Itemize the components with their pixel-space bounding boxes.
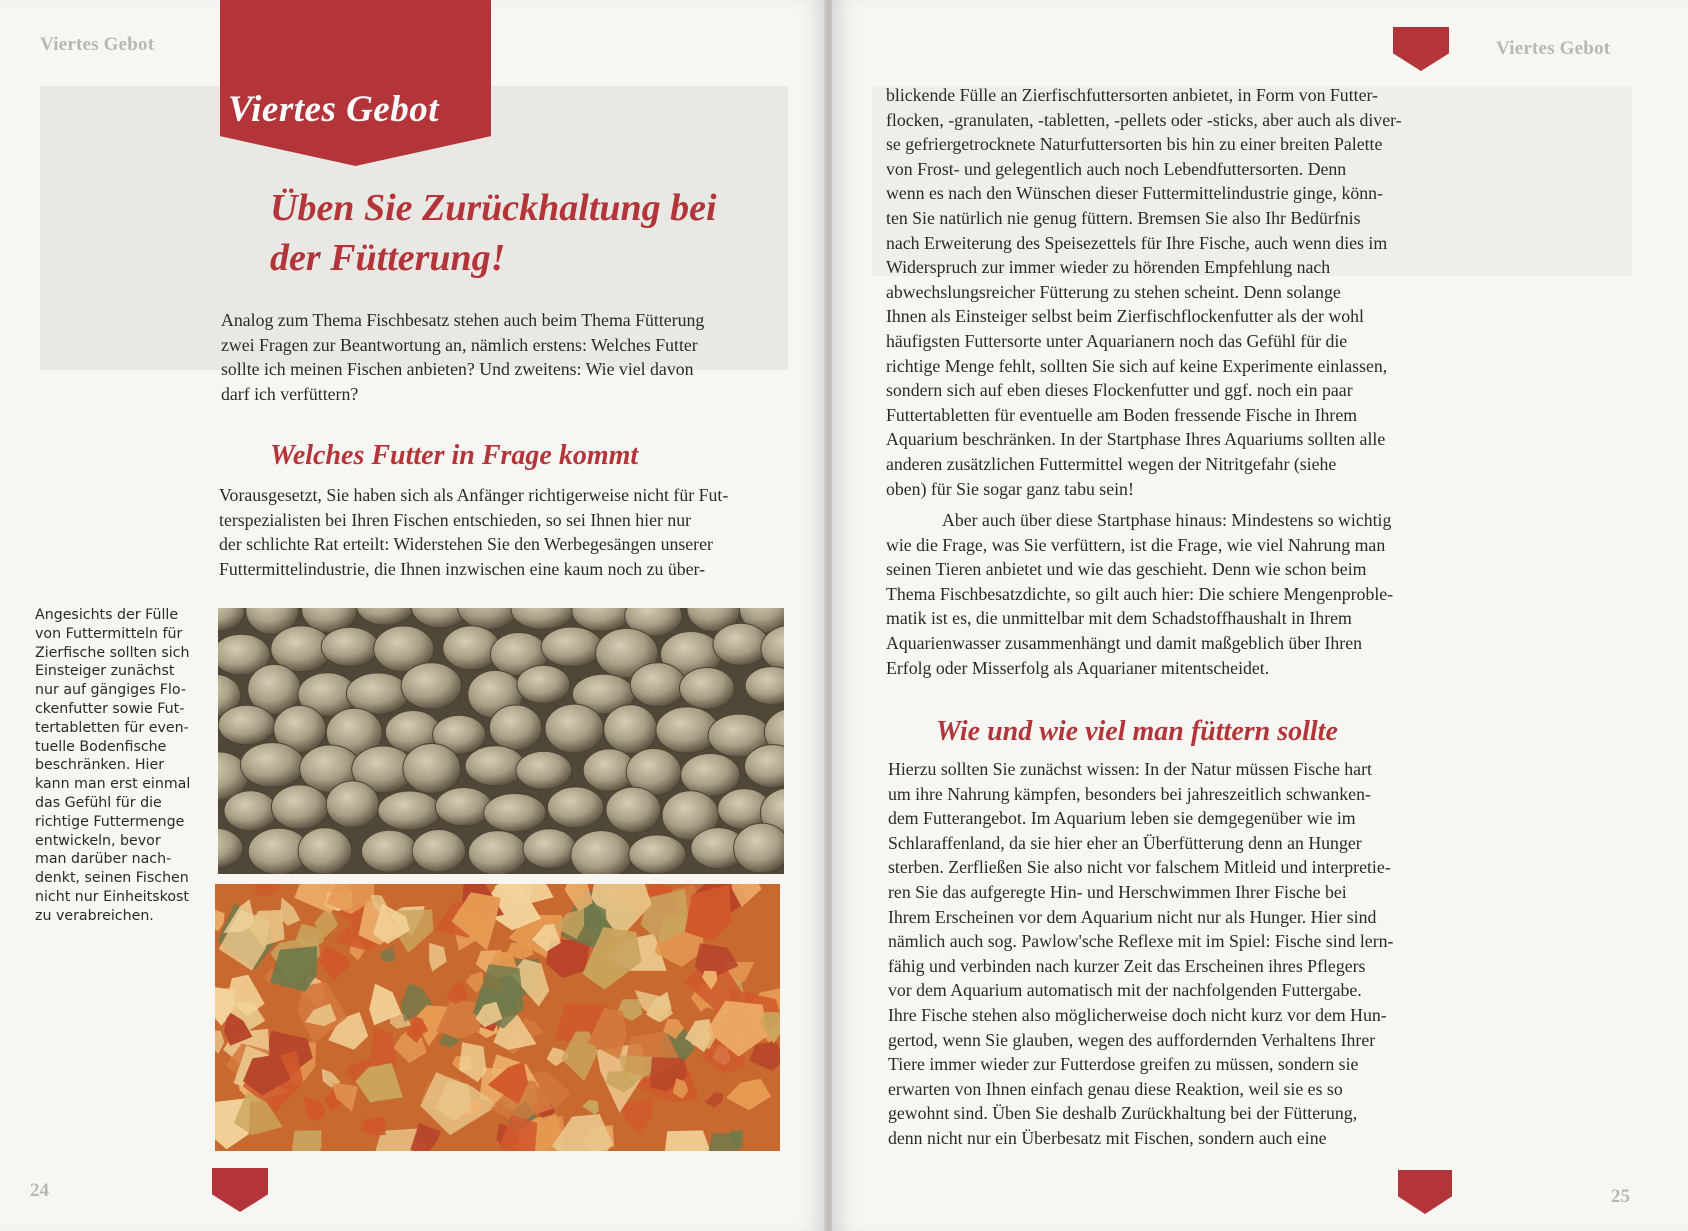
caption-line: Zierfische sollten sich — [35, 644, 190, 661]
food-tablet-shape — [403, 744, 461, 794]
text-line: vor dem Aquarium automatisch mit der nachfolgenden Futtergabe. — [888, 980, 1362, 1001]
text-line: sterben. Zerfließen Sie also nicht vor falschem Mitleid und interpretie- — [888, 857, 1391, 878]
headline-line-1: Üben Sie Zurückhaltung bei — [270, 187, 717, 229]
food-tablet-shape — [680, 668, 735, 710]
text-line: von Frost- und gelegentlich auch noch Lebendfuttersorten. Denn — [886, 158, 1347, 179]
intro-paragraph — [221, 308, 786, 406]
text-line: Ihrem Erscheinen vor dem Aquarium nicht nur als Hunger. Hier sind — [888, 906, 1377, 927]
text-line: zwei Fragen zur Beantwortung an, nämlich erstens: Welches Futter — [221, 334, 698, 355]
food-tablet-shape — [630, 663, 685, 707]
food-tablet-shape — [681, 754, 740, 797]
headline-line-2: der Fütterung! — [270, 237, 506, 279]
text-line: wenn es nach den Wünschen dieser Futtermittelindustrie ginge, könn- — [886, 183, 1383, 204]
caption-line: von Futtermitteln für — [35, 625, 183, 642]
food-tablet-shape — [713, 623, 769, 665]
right-page-number: 25 — [1611, 1186, 1630, 1207]
text-line: anderen zusätzlichen Futtermittel wegen der Nitritgefahr (siehe — [886, 453, 1337, 474]
text-line: blickende Fülle an Zierfischfuttersorten anbietet, in Form von Futter- — [886, 85, 1378, 105]
food-tablet-shape — [298, 828, 352, 874]
text-line: darf ich verfüttern? — [221, 383, 359, 404]
caption-line: Einsteiger zunächst — [35, 663, 175, 680]
food-tablet-shape — [218, 705, 275, 744]
food-tablet-shape — [545, 704, 603, 753]
right-running-head: Viertes Gebot — [1496, 38, 1611, 59]
food-tablet-shape — [604, 705, 657, 754]
text-line: Hierzu sollten Sie zunächst wissen: In der Natur müssen Fische hart — [888, 759, 1372, 779]
food-tablet-shape — [240, 743, 304, 788]
text-line: der schlichte Rat erteilt: Widerstehen Sie den Werbegesängen unserer — [219, 534, 713, 555]
food-tablet-shape — [734, 823, 784, 873]
caption-line: beschränken. Hier — [35, 757, 165, 774]
caption-line: nicht nur Einheitskost — [35, 888, 189, 905]
text-line: Tiere immer wieder zur Futterdose greifen zu müssen, sondern sie — [888, 1054, 1359, 1075]
text-line: richtige Menge fehlt, sollten Sie sich auf keine Experimente einlassen, — [886, 355, 1388, 376]
food-tablet-shape — [326, 781, 379, 828]
body-paragraph-left — [219, 483, 787, 581]
body-paragraph-right-1 — [886, 83, 1451, 501]
text-line: sollte ich meinen Fischen anbieten? Und zweitens: Wie viel davon — [221, 359, 694, 380]
text-line: häufigsten Futtersorte unter Aquarianern noch das Gefühl für die — [886, 330, 1348, 351]
text-line: denn nicht nur ein Überbesatz mit Fischen, sondern auch eine — [888, 1127, 1327, 1148]
food-tablet-shape — [271, 785, 328, 829]
text-line: Aber auch über diese Startphase hinaus: Mindestens so wichtig — [942, 510, 1392, 530]
text-line: Schlaraffenland, da sie hier eher an Überfütterung denn an Hunger — [888, 832, 1362, 853]
text-line: ten Sie natürlich nie genug füttern. Bremsen Sie also Ihr Bedürfnis — [886, 207, 1361, 228]
text-line: fähig und verbinden nach kurzer Zeit das Erscheinen ihres Pflegers — [888, 955, 1366, 976]
text-line: terspezialisten bei Ihren Fischen entschieden, so sei Ihnen hier nur — [219, 509, 692, 530]
flake-food-photo — [215, 884, 780, 1151]
food-tablet-shape — [378, 791, 441, 830]
section-heading-futter: Welches Futter in Frage kommt — [270, 440, 639, 471]
food-tablet-shape — [523, 829, 576, 869]
text-line: nach Erweiterung des Speisezettels für Ihre Fische, auch wenn dies im — [886, 232, 1388, 253]
food-tablets-photo — [218, 608, 784, 874]
text-line: Erfolg oder Misserfolg als Aquarianer mitentscheidet. — [886, 657, 1270, 678]
text-line: oben) für Sie sogar ganz tabu sein! — [886, 478, 1134, 499]
caption-line: zu verabreichen. — [35, 907, 154, 924]
page-headline — [270, 183, 810, 283]
caption-line: Angesichts der Fülle — [35, 607, 179, 623]
text-line: matik ist es, die unmittelbar mit dem Schadstoffhaushalt in Ihrem — [886, 608, 1352, 629]
caption-line: kann man erst einmal — [35, 776, 191, 793]
food-tablet-shape — [571, 831, 632, 874]
caption-line: das Gefühl für die — [35, 794, 162, 811]
text-line: nämlich auch sog. Pawlow'sche Reflexe mit im Spiel: Fische sind lern- — [888, 931, 1394, 952]
caption-line: denkt, seinen Fischen — [35, 870, 189, 887]
text-line: erwarten von Ihnen einfach genau diese Reaktion, weil sie es so — [888, 1078, 1343, 1099]
caption-line: man darüber nach- — [35, 851, 172, 868]
food-tablet-shape — [224, 791, 277, 831]
food-tablet-shape — [435, 788, 492, 826]
caption-line: entwickeln, bevor — [35, 832, 161, 849]
caption-line: tertabletten für even- — [35, 719, 189, 736]
food-flake-shape — [292, 1130, 322, 1151]
food-tablet-shape — [606, 787, 661, 833]
text-line: abwechslungsreicher Fütterung zu stehen scheint. Denn solange — [886, 281, 1341, 302]
text-line: Aquarienwasser zusammenhängt und damit maßgeblich über Ihren — [886, 632, 1362, 653]
food-flake-shape — [708, 1133, 744, 1151]
food-tablet-shape — [412, 830, 465, 873]
left-page-number: 24 — [30, 1180, 49, 1201]
food-tablet-shape — [489, 705, 541, 750]
text-line: se gefriergetrocknete Naturfuttersorten bis hin zu einer breiten Palette — [886, 134, 1383, 155]
text-line: gewohnt sind. Üben Sie deshalb Zurückhaltung bei der Fütterung, — [888, 1103, 1358, 1124]
text-line: Ihre Fische stehen also möglicherweise doch nicht kurz vor dem Hun- — [888, 1004, 1387, 1025]
text-line: sondern sich auf eben dieses Flockenfutter und ggf. noch ein paar — [886, 380, 1353, 401]
food-tablet-shape — [321, 627, 378, 666]
text-line: Ihnen als Einsteiger selbst beim Zierfischflockenfutter als der wohl — [886, 306, 1364, 327]
food-tablet-shape — [547, 787, 603, 828]
left-running-head: Viertes Gebot — [40, 34, 155, 55]
text-line: Futtermittelindustrie, die Ihnen inzwischen eine kaum noch zu über- — [219, 558, 706, 579]
caption-line: tuelle Bodenfische — [35, 738, 167, 755]
section-heading-fuettern: Wie und wie viel man füttern sollte — [936, 716, 1338, 747]
body-paragraph-right-2 — [886, 508, 1451, 680]
photo-caption — [35, 606, 205, 926]
text-line: wie die Frage, was Sie verfüttern, ist die Frage, wie viel Nahrung man — [886, 534, 1386, 555]
text-line: flocken, -granulaten, -tabletten, -pellets oder -sticks, aber auch als diver- — [886, 109, 1402, 130]
text-line: Widerspruch zur immer wieder zu hörenden Empfehlung nach — [886, 257, 1331, 278]
food-tablet-shape — [484, 794, 546, 832]
chapter-banner-title: Viertes Gebot — [228, 89, 440, 130]
text-line: ren Sie das aufgeregte Hin- und Herschwimmen Ihrer Fische bei — [888, 881, 1347, 902]
food-tablet-shape — [362, 830, 418, 872]
caption-line: nur auf gängiges Flo- — [35, 682, 186, 699]
food-tablet-shape — [516, 751, 572, 789]
text-line: Thema Fischbesatzdichte, so gilt auch hier: Die schiere Mengenproble- — [886, 583, 1394, 604]
text-line: gertod, wenn Sie glauben, wegen des auffordernden Verhaltens Ihrer — [888, 1029, 1376, 1050]
text-line: Analog zum Thema Fischbesatz stehen auch beim Thema Fütterung — [221, 310, 705, 330]
caption-line: richtige Futtermenge — [35, 813, 185, 830]
text-line: seinen Tieren anbietet und wie das geschieht. Denn wie schon beim — [886, 559, 1367, 580]
food-tablet-shape — [468, 831, 526, 874]
caption-line: ckenfutter sowie Fut- — [35, 700, 185, 717]
text-line: dem Futterangebot. Im Aquarium leben sie demgegenüber wie im — [888, 808, 1356, 829]
body-paragraph-right-3 — [888, 757, 1453, 1151]
text-line: um ihre Nahrung kämpfen, besonders bei jahreszeitlich schwanken- — [888, 783, 1371, 804]
text-line: Vorausgesetzt, Sie haben sich als Anfänger richtigerweise nicht für Fut- — [219, 485, 729, 505]
food-tablet-shape — [401, 663, 461, 709]
food-tablet-shape — [629, 835, 686, 874]
food-tablet-shape — [541, 627, 602, 667]
chapter-banner — [220, 0, 491, 166]
text-line: Aquarium beschränken. In der Startphase Ihres Aquariums sollten alle — [886, 429, 1386, 450]
text-line: Futtertabletten für eventuelle am Boden fressende Fische in Ihrem — [886, 404, 1358, 425]
food-tablet-shape — [517, 665, 570, 703]
